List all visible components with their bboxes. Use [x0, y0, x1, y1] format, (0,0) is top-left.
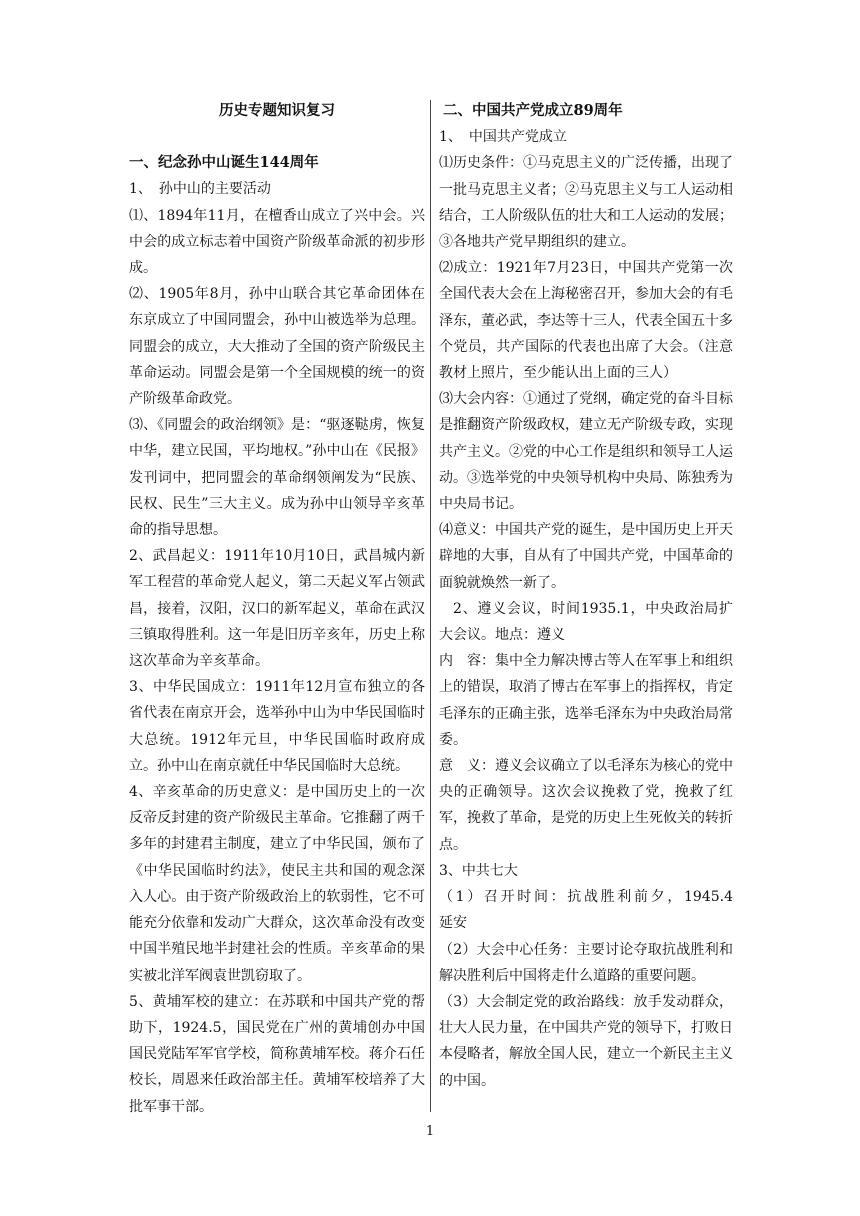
section-title-sun-yat-sen: 一、纪念孙中山诞生144周年: [129, 154, 319, 172]
paragraph: 意 义：遵义会议确立了以毛泽东为核心的党中央的正确领导。这次会议挽救了党，挽救了红军，挽救了革命，是党的历史上生死攸关的转折点。: [439, 758, 733, 853]
paragraph: ⑴历史条件：①马克思主义的广泛传播，出现了一批马克思主义者；②马克思主义与工人运动相结合，工人阶级队伍的壮大和工人运动的发展；③各地共产党早期组织的建立。: [439, 155, 733, 251]
paragraph: 1、 中国共产党成立: [439, 129, 567, 146]
paragraph: 4、辛亥革命的历史意义：是中国历史上的一次反帝反封建的资产阶级民主革命。它推翻了两千多年的封建君主制度，建立了中华民国，颁布了《中华民国临时约法》，使民主共和国的观念深入人心。由于资产阶级政治上的软弱性，它不可能充分依靠和发动广大群众，这次革命没有改变中国半殖民地半封建社会的性质。辛亥革命的果实被北洋军阀袁世凯窃取了。: [129, 784, 425, 984]
spacer: [129, 124, 425, 150]
paragraph: 3、中华民国成立：1911年12月宣布独立的各省代表在南京开会，选举孙中山为中华民国临时大总统。1912年元旦，中华民国临时政府成立。孙中山在南京就任中华民国临时大总统。: [129, 679, 425, 774]
paragraph: 内 容：集中全力解决博古等人在军事上和组织上的错误，取消了博古在军事上的指挥权，肯定毛泽东的正确主张，选举毛泽东为中央政治局常委。: [439, 653, 733, 748]
paragraph: （1）召开时间：抗战胜利前夕，1945.4 延安: [439, 889, 761, 932]
paragraph: ⑵成立：1921年7月23日，中国共产党第一次全国代表大会在上海秘密召开，参加大会的有毛泽东，董必武，李达等十三人，代表全国五十多个党员，共产国际的代表也出席了大会。（注意教材上照片，至少能认出上面的三人）: [439, 260, 733, 382]
paragraph: 2、遵义会议，时间1935.1，中央政治局扩大会议。地点：遵义: [439, 600, 733, 644]
paragraph: （3）大会制定党的政治路线：放手发动群众，壮大人民力量，在中国共产党的领导下，打败日本侵略者，解放全国人民，建立一个新民主主义的中国。: [439, 993, 733, 1089]
paragraph: ⑷意义：中国共产党的诞生，是中国历史上开天辟地的大事，自从有了中国共产党，中国革命的面貌就焕然一新了。: [439, 522, 733, 591]
paragraph: （2）大会中心任务：主要讨论夺取抗战胜利和解决胜利后中国将走什么道路的重要问题。: [439, 941, 733, 984]
paragraph: 2、武昌起义：1911年10月10日，武昌城内新军工程营的革命党人起义，第二天起义军占领武昌，接着，汉阳，汉口的新军起义，革命在武汉三镇取得胜利。这一年是旧历辛亥年，历史上称这次革命为辛亥革命。: [129, 548, 425, 670]
paragraph: ⑴、1894年11月，在檀香山成立了兴中会。兴中会的成立标志着中国资产阶级革命派的初步形成。: [129, 207, 425, 277]
right-column: [439, 98, 761, 1094]
paragraph: ⑵、1905年8月，孙中山联合其它革命团体在东京成立了中国同盟会，孙中山被选举为总理。同盟会的成立，大大推动了全国的资产阶级民主革命运动。同盟会是第一个全国规模的统一的资产阶级革命政党。: [129, 286, 425, 408]
page-number: 1: [425, 1124, 435, 1139]
paragraph: 3、中共七大: [439, 862, 518, 879]
section-title-cpc: 二、中国共产党成立89周年: [443, 102, 623, 119]
left-column: [129, 98, 425, 1120]
paragraph: 1、 孙中山的主要活动: [129, 181, 271, 198]
paragraph: 5、黄埔军校的建立：在苏联和中国共产党的帮助下，1924.5，国民党在广州的黄埔创办中国国民党陆军军官学校，简称黄埔军校。蒋介石任校长，周恩来任政治部主任。黄埔军校培养了大批军事干部。: [129, 993, 425, 1115]
page-title: 历史专题知识复习: [219, 102, 335, 119]
paragraph: ⑶大会内容：①通过了党纲，确定党的奋斗目标是推翻资产阶级政权，建立无产阶级专政，实现共产主义。②党的中心工作是组织和领导工人运动。③选举党的中央领导机构中央局、陈独秀为中央局书记。: [439, 391, 733, 513]
paragraph: ⑶、《同盟会的政治纲领》是：“驱逐鞑虏，恢复中华，建立民国，平均地权。”孙中山在《民报》发刊词中，把同盟会的革命纲领阐发为“民族、民权、民生”三大主义。成为孙中山领导辛亥革命的指导思想。: [129, 417, 425, 539]
column-divider: [430, 100, 431, 1112]
